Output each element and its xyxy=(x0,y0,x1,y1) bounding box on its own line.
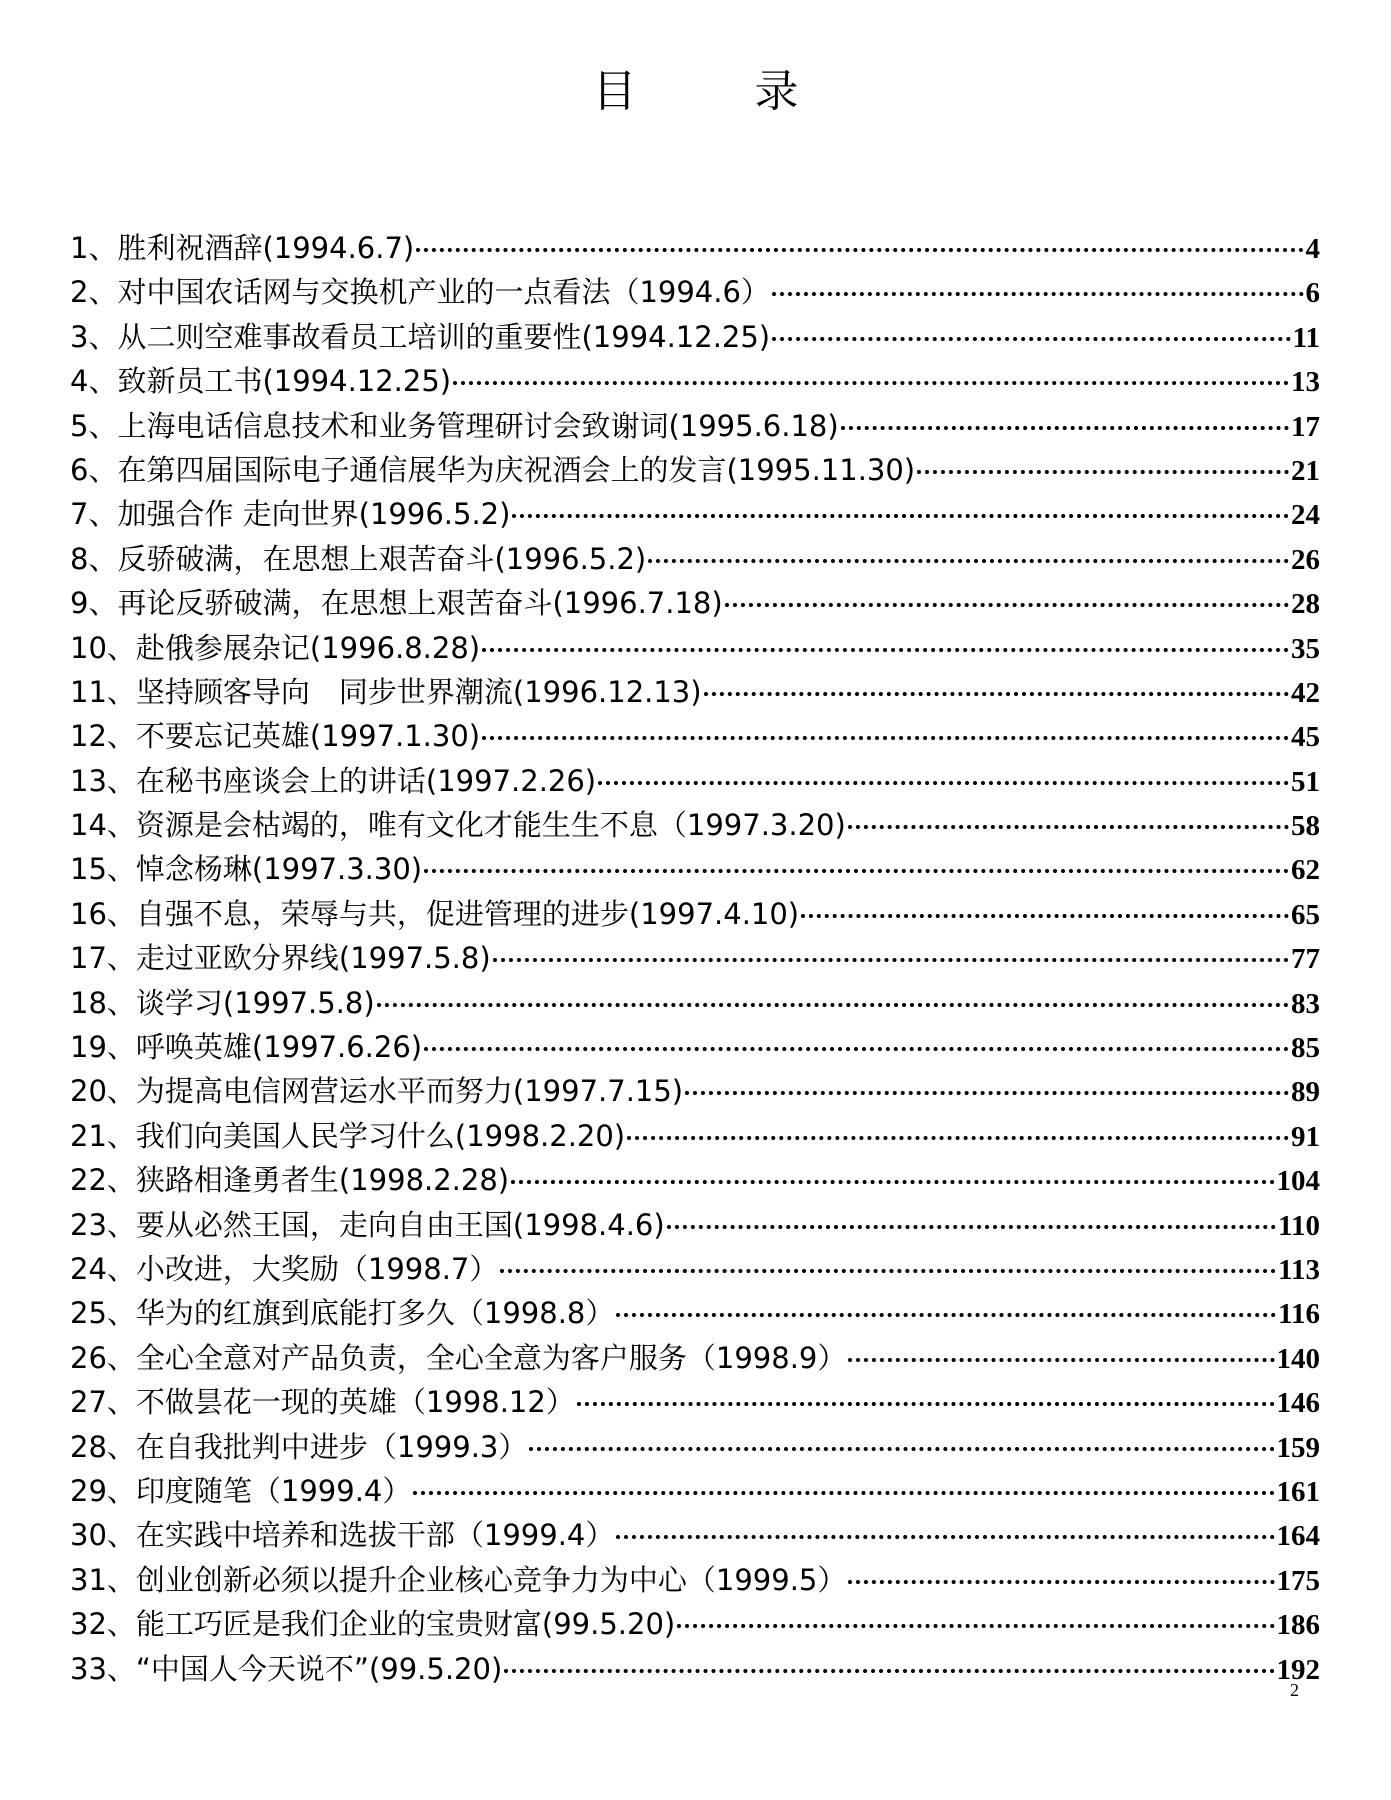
toc-entry-page: 26 xyxy=(1291,543,1320,576)
toc-entry-page: 35 xyxy=(1291,632,1320,665)
toc-entry-title: 7、加强合作 走向世界(1996.5.2) xyxy=(70,497,511,532)
table-of-contents xyxy=(70,226,1320,1691)
dot-leader xyxy=(848,1330,1274,1362)
toc-entry-page: 85 xyxy=(1291,1032,1320,1065)
dot-leader xyxy=(504,1641,1274,1673)
dot-leader xyxy=(500,1241,1276,1273)
toc-entry-page: 186 xyxy=(1276,1609,1320,1642)
dot-leader xyxy=(848,1552,1274,1584)
toc-entry-page: 161 xyxy=(1276,1475,1320,1508)
toc-entry-title: 29、印度随笔（1999.4） xyxy=(70,1473,412,1508)
toc-entry-title: 12、不要忘记英雄(1997.1.30) xyxy=(70,719,481,754)
toc-entry-title: 2、对中国农话网与交换机产业的一点看法（1994.6） xyxy=(70,275,770,310)
toc-entry-title: 30、在实践中培养和选拔干部（1999.4） xyxy=(70,1518,615,1553)
dot-leader xyxy=(511,1152,1274,1184)
dot-leader xyxy=(416,220,1303,252)
toc-entry-page: 17 xyxy=(1291,410,1320,443)
toc-entry-title: 6、在第四届国际电子通信展华为庆祝酒会上的发言(1995.11.30) xyxy=(70,452,916,487)
dot-leader xyxy=(598,753,1289,785)
toc-entry-title: 21、我们向美国人民学习什么(1998.2.20) xyxy=(70,1118,626,1153)
dot-leader xyxy=(627,1108,1289,1140)
toc-entry-title: 27、不做昙花一现的英雄（1998.12） xyxy=(70,1385,575,1420)
toc-entry-page: 104 xyxy=(1276,1165,1320,1198)
dot-leader xyxy=(377,975,1289,1007)
dot-leader xyxy=(772,309,1290,341)
toc-entry-page: 116 xyxy=(1278,1298,1320,1331)
dot-leader xyxy=(616,1285,1276,1317)
toc-entry-title: 23、要从必然王国，走向自由王国(1998.4.6) xyxy=(70,1207,665,1242)
toc-entry-page: 192 xyxy=(1276,1653,1320,1686)
toc-entry-page: 6 xyxy=(1305,277,1320,310)
toc-entry-title: 9、再论反骄破满，在思想上艰苦奋斗(1996.7.18) xyxy=(70,586,723,621)
toc-entry-title: 8、反骄破满，在思想上艰苦奋斗(1996.5.2) xyxy=(70,541,647,576)
toc-entry-title: 13、在秘书座谈会上的讲话(1997.2.26) xyxy=(70,763,597,798)
dot-leader xyxy=(493,930,1289,962)
toc-entry-page: 113 xyxy=(1278,1253,1320,1286)
toc-entry-title: 15、悼念杨琳(1997.3.30) xyxy=(70,852,423,887)
toc-entry-page: 11 xyxy=(1292,321,1320,354)
dot-leader xyxy=(801,886,1289,918)
toc-entry-page: 140 xyxy=(1276,1342,1320,1375)
dot-leader xyxy=(413,1463,1274,1495)
toc-entry-title: 5、上海电话信息技术和业务管理研讨会致谢词(1995.6.18) xyxy=(70,408,839,443)
dot-leader xyxy=(482,708,1289,740)
toc-entry-title: 14、资源是会枯竭的，唯有文化才能生生不息（1997.3.20) xyxy=(70,808,846,843)
dot-leader xyxy=(667,1197,1276,1229)
toc-entry-page: 110 xyxy=(1278,1209,1320,1242)
toc-entry-title: 10、赴俄参展杂记(1996.8.28) xyxy=(70,630,481,665)
toc-entry-title: 24、小改进，大奖励（1998.7） xyxy=(70,1251,499,1286)
toc-entry-page: 164 xyxy=(1276,1520,1320,1553)
dot-leader xyxy=(648,531,1289,563)
toc-entry-page: 77 xyxy=(1291,943,1320,976)
toc-entry-title: 18、谈学习(1997.5.8) xyxy=(70,985,375,1020)
toc-entry-title: 4、致新员工书(1994.12.25) xyxy=(70,364,452,399)
dot-leader xyxy=(772,264,1304,296)
page-title: 目 录 xyxy=(592,66,851,117)
dot-leader xyxy=(424,1019,1289,1051)
dot-leader xyxy=(677,1596,1274,1628)
toc-entry-page: 58 xyxy=(1291,810,1320,843)
toc-entry-page: 28 xyxy=(1291,588,1320,621)
toc-entry-page: 159 xyxy=(1276,1431,1320,1464)
toc-entry-page: 4 xyxy=(1305,233,1320,265)
toc-entry-title: 22、狭路相逢勇者生(1998.2.28) xyxy=(70,1163,510,1198)
dot-leader xyxy=(453,353,1289,385)
page-number: 2 xyxy=(1290,1680,1299,1700)
toc-entry-title: 20、为提高电信网营运水平而努力(1997.7.15) xyxy=(70,1074,684,1109)
toc-entry-page: 91 xyxy=(1291,1120,1320,1153)
toc-entry-page: 146 xyxy=(1276,1387,1320,1420)
dot-leader xyxy=(685,1063,1289,1095)
toc-entry-page: 24 xyxy=(1291,499,1320,532)
toc-entry-page: 51 xyxy=(1291,765,1320,798)
toc-entry-title: 11、坚持顾客导向 同步世界潮流(1996.12.13) xyxy=(70,674,702,709)
dot-leader xyxy=(482,620,1289,652)
toc-entry-page: 21 xyxy=(1291,454,1320,487)
toc-entry-title: 28、在自我批判中进步（1999.3） xyxy=(70,1429,528,1464)
toc-entry-title: 17、走过亚欧分界线(1997.5.8) xyxy=(70,941,491,976)
dot-leader xyxy=(841,398,1289,430)
dot-leader xyxy=(424,841,1289,873)
dot-leader xyxy=(512,486,1289,518)
toc-entry-title: 25、华为的红旗到底能打多久（1998.8） xyxy=(70,1296,615,1331)
toc-entry-page: 65 xyxy=(1291,898,1320,931)
toc-entry-title: 33、“中国人今天说不”(99.5.20) xyxy=(70,1651,503,1686)
dot-leader xyxy=(616,1507,1274,1539)
toc-entry-title: 3、从二则空难事故看员工培训的重要性(1994.12.25) xyxy=(70,319,771,354)
dot-leader xyxy=(917,442,1289,474)
dot-leader xyxy=(704,664,1289,696)
toc-entry-page: 13 xyxy=(1291,366,1320,399)
dot-leader xyxy=(848,797,1289,829)
toc-entry-page: 42 xyxy=(1291,676,1320,709)
toc-entry-page: 89 xyxy=(1291,1076,1320,1109)
toc-entry-page: 175 xyxy=(1276,1564,1320,1597)
toc-entry-title: 19、呼唤英雄(1997.6.26) xyxy=(70,1030,423,1065)
dot-leader xyxy=(725,575,1289,607)
toc-entry xyxy=(70,1647,1320,1691)
dot-leader xyxy=(529,1419,1274,1451)
toc-entry-title: 16、自强不息，荣辱与共，促进管理的进步(1997.4.10) xyxy=(70,896,800,931)
dot-leader xyxy=(577,1374,1275,1406)
toc-entry-title: 26、全心全意对产品负责，全心全意为客户服务（1998.9） xyxy=(70,1340,847,1375)
toc-entry-title: 32、能工巧匠是我们企业的宝贵财富(99.5.20) xyxy=(70,1607,676,1642)
toc-entry-title: 1、胜利祝酒辞(1994.6.7) xyxy=(70,231,415,265)
toc-entry-page: 45 xyxy=(1291,721,1320,754)
toc-entry-page: 83 xyxy=(1291,987,1320,1020)
toc-entry-page: 62 xyxy=(1291,854,1320,887)
toc-entry-title: 31、创业创新必须以提升企业核心竞争力为中心（1999.5） xyxy=(70,1562,847,1597)
